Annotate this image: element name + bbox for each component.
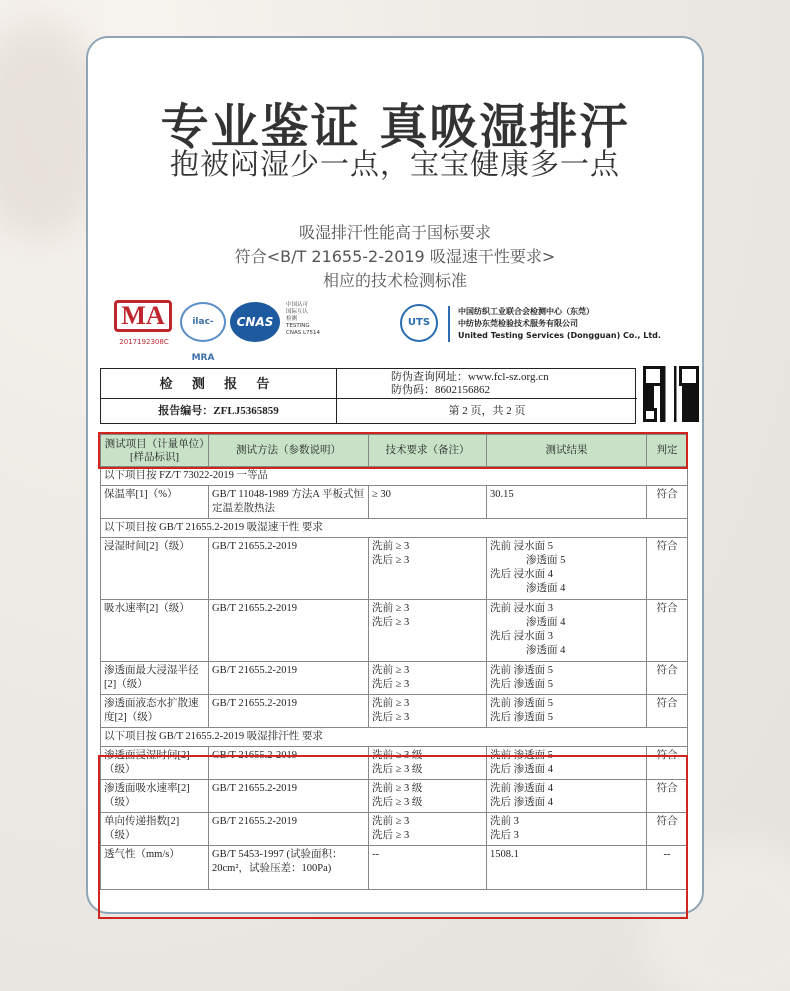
method-cell: GB/T 21655.2-2019: [209, 780, 369, 813]
cnas-caption-line: 国际互认: [286, 309, 309, 315]
result-cell: [487, 538, 647, 600]
item-cell: 吸水速率[2]（级）: [101, 600, 209, 662]
result-line: 洗后 浸水面 3: [490, 631, 553, 642]
column-header: 测试项目（计量单位）[样品标识]: [101, 435, 209, 467]
requirement-cell: [369, 813, 487, 846]
section-row: [101, 467, 688, 486]
subheadline: 抱被闷湿少一点，宝宝健康多一点: [169, 147, 620, 181]
result-line: 洗前 浸水面 3: [490, 603, 553, 614]
result-line: 洗前 渗透面 4: [490, 783, 553, 794]
uts-logo: UTS: [400, 304, 438, 342]
description-line: 吸湿排汗性能高于国标要求: [298, 223, 491, 242]
item-cell: 保温率[1]（%）: [101, 486, 209, 519]
verdict-cell: 符合: [647, 662, 688, 695]
report-header-right: [337, 369, 637, 423]
description: [88, 221, 702, 293]
page-number: 第 2 页，共 2 页: [448, 405, 526, 417]
result-cell: 1508.1: [487, 846, 647, 890]
method-cell: GB/T 21655.2-2019: [209, 747, 369, 780]
item-cell: 浸湿时间[2]（级）: [101, 538, 209, 600]
table-row: [101, 846, 688, 890]
column-header: 测试结果: [487, 435, 647, 467]
query-site: 防伪查询网址：www.fcl-sz.org.cn: [391, 371, 549, 383]
section-label: 以下项目按 GB/T 21655.2-2019 吸湿速干性 要求: [101, 519, 688, 538]
item-cell: 渗透面最大浸湿半径[2]（级）: [101, 662, 209, 695]
uts-caption-line: United Testing Services (Dongguan) Co., Ltd.: [458, 331, 661, 340]
table-row: [101, 486, 688, 519]
method-cell: GB/T 21655.2-2019: [209, 662, 369, 695]
requirement-line: 洗前 ≥ 3: [372, 541, 410, 552]
method-cell: GB/T 5453-1997 (试验面积：20cm²，试验压差：100Pa): [209, 846, 369, 890]
cnas-caption: [286, 302, 320, 337]
requirement-cell: --: [369, 846, 487, 890]
result-line: 洗前 渗透面 5: [490, 665, 553, 676]
verdict-cell: 符合: [647, 747, 688, 780]
result-cell: [487, 695, 647, 728]
description-line: 符合<B/T 21655-2-2019 吸湿速干性要求>: [234, 247, 556, 266]
item-cell: 渗透面浸湿时间[2]（级）: [101, 747, 209, 780]
results-table: [100, 434, 688, 890]
uts-caption-line: 中国纺织工业联合会检测中心（东莞）: [458, 307, 594, 316]
requirement-line: 洗前 ≥ 3: [372, 603, 410, 614]
requirement-line: 洗前 ≥ 3: [372, 698, 410, 709]
item-cell: 单向传递指数[2]（级）: [101, 813, 209, 846]
table-row: [101, 747, 688, 780]
requirement-line: 洗后 ≥ 3: [372, 555, 410, 566]
item-cell: 透气性（mm/s）: [101, 846, 209, 890]
result-cell: 30.15: [487, 486, 647, 519]
table-row: [101, 600, 688, 662]
section-label: 以下项目按 GB/T 21655.2-2019 吸湿排汗性 要求: [101, 728, 688, 747]
method-cell: GB/T 21655.2-2019: [209, 695, 369, 728]
requirement-line: 洗后 ≥ 3 级: [372, 764, 423, 775]
result-cell: [487, 747, 647, 780]
verdict-cell: 符合: [647, 600, 688, 662]
uts-caption-line: 中纺协东莞检验技术服务有限公司: [458, 319, 578, 328]
result-cell: [487, 813, 647, 846]
result-line: 洗后 渗透面 5: [490, 679, 553, 690]
requirement-line: 洗后 ≥ 3: [372, 679, 410, 690]
requirement-line: 洗后 ≥ 3: [372, 617, 410, 628]
headline: 专业鉴证 真吸湿排汗: [160, 99, 630, 155]
description-line: 相应的技术检测标准: [322, 271, 467, 290]
result-line: 渗透面 4: [526, 583, 566, 594]
section-row: [101, 519, 688, 538]
item-cell: 渗透面液态水扩散速度[2]（级）: [101, 695, 209, 728]
cnas-caption-line: 中国认可: [286, 302, 309, 308]
cnas-logo: CNAS: [230, 302, 280, 342]
table-header-row: [101, 435, 688, 467]
query-code: 防伪码：8602156862: [391, 384, 490, 396]
anti-fake-info: [337, 369, 637, 399]
result-line: 渗透面 4: [526, 645, 566, 656]
result-line: 洗前 浸水面 5: [490, 541, 553, 552]
report-header-left: [101, 369, 337, 423]
table-row: [101, 538, 688, 600]
requirement-cell: [369, 695, 487, 728]
uts-caption: [458, 306, 661, 342]
result-cell: [487, 662, 647, 695]
result-line: 洗后 3: [490, 830, 519, 841]
report-header: [100, 368, 636, 424]
requirement-line: 洗前 ≥ 3 级: [372, 750, 423, 761]
certificate-card: [86, 36, 704, 914]
requirement-line: 洗前 ≥ 3: [372, 816, 410, 827]
report-title: 检 测 报 告: [101, 369, 336, 399]
result-line: 洗后 渗透面 5: [490, 712, 553, 723]
result-cell: [487, 780, 647, 813]
requirement-line: 洗后 ≥ 3: [372, 712, 410, 723]
cma-logo: [108, 300, 180, 346]
section-row: [101, 728, 688, 747]
report-number: 报告编号：ZFLJ5365859: [158, 405, 279, 417]
requirement-cell: [369, 662, 487, 695]
requirement-cell: [369, 600, 487, 662]
verdict-cell: 符合: [647, 813, 688, 846]
qr-code[interactable]: [643, 366, 699, 422]
requirement-line: 洗后 ≥ 3 级: [372, 797, 423, 808]
result-line: 洗前 3: [490, 816, 519, 827]
table-row: [101, 780, 688, 813]
table-row: [101, 662, 688, 695]
column-header: 技术要求（备注）: [369, 435, 487, 467]
result-line: 洗后 浸水面 4: [490, 569, 553, 580]
result-line: 洗后 渗透面 4: [490, 764, 553, 775]
requirement-cell: [369, 747, 487, 780]
result-line: 渗透面 4: [526, 617, 566, 628]
requirement-line: 洗后 ≥ 3: [372, 830, 410, 841]
cma-number: 2017192308C: [119, 338, 169, 346]
requirement-cell: ≥ 30: [369, 486, 487, 519]
cnas-caption-line: TESTING: [286, 323, 310, 329]
requirement-cell: [369, 538, 487, 600]
result-line: 洗前 渗透面 5: [490, 750, 553, 761]
requirement-cell: [369, 780, 487, 813]
result-line: 渗透面 5: [526, 555, 566, 566]
result-cell: [487, 600, 647, 662]
ilac-mra-logo: ilac-MRA: [180, 302, 226, 342]
column-header: 判定: [647, 435, 688, 467]
divider: [448, 306, 450, 342]
result-line: 洗后 渗透面 4: [490, 797, 553, 808]
verdict-cell: 符合: [647, 695, 688, 728]
section-label: 以下项目按 FZ/T 73022-2019 一等品: [101, 467, 688, 486]
cnas-caption-line: 检测: [286, 316, 298, 322]
method-cell: GB/T 21655.2-2019: [209, 600, 369, 662]
certification-logos: [108, 300, 688, 363]
method-cell: GB/T 21655.2-2019: [209, 538, 369, 600]
column-header: 测试方法（参数说明）: [209, 435, 369, 467]
verdict-cell: 符合: [647, 780, 688, 813]
result-line: 洗前 渗透面 5: [490, 698, 553, 709]
cma-mark: MA: [114, 300, 172, 332]
method-cell: GB/T 11048-1989 方法A 平板式恒定温差散热法: [209, 486, 369, 519]
requirement-line: 洗前 ≥ 3 级: [372, 783, 423, 794]
verdict-cell: 符合: [647, 538, 688, 600]
method-cell: GB/T 21655.2-2019: [209, 813, 369, 846]
requirement-line: 洗前 ≥ 3: [372, 665, 410, 676]
cnas-caption-line: CNAS L7514: [286, 330, 321, 336]
verdict-cell: 符合: [647, 486, 688, 519]
test-report: [100, 368, 687, 874]
verdict-cell: --: [647, 846, 688, 890]
table-row: [101, 695, 688, 728]
item-cell: 渗透面吸水速率[2]（级）: [101, 780, 209, 813]
table-row: [101, 813, 688, 846]
